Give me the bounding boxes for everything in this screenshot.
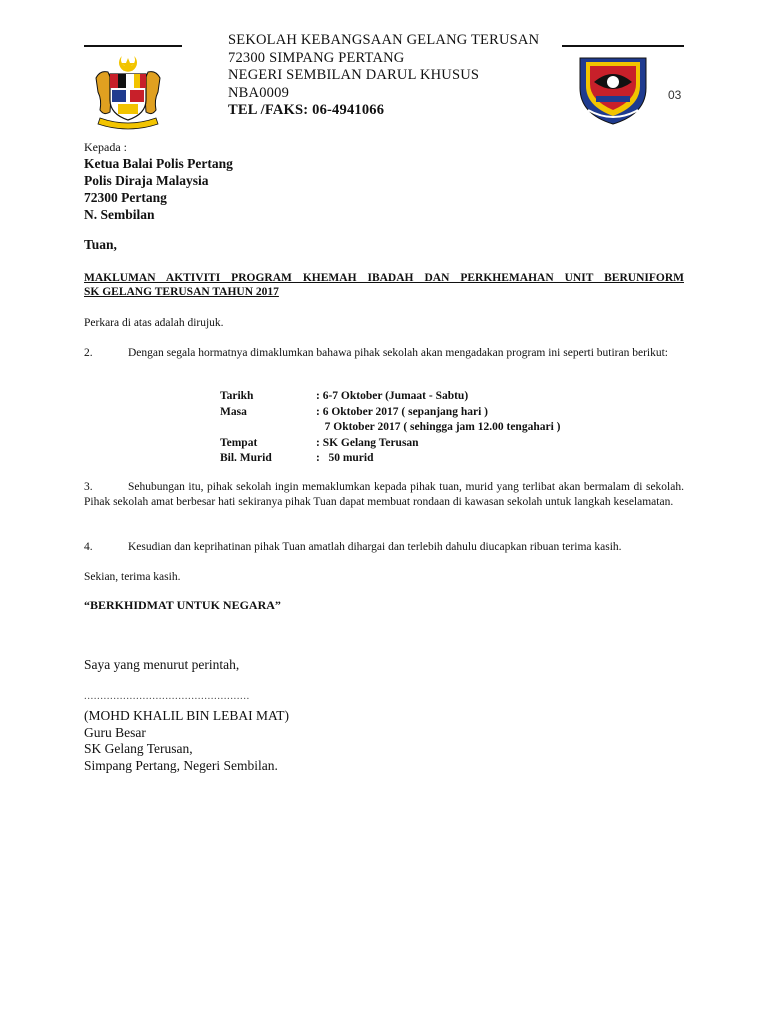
- detail-value: : 6 Oktober 2017 ( sepanjang hari ): [316, 405, 488, 418]
- detail-row: [220, 451, 560, 467]
- signatory-block: [84, 708, 289, 774]
- school-phone-fax: TEL /FAKS: 06-4941066: [228, 102, 385, 118]
- greeting: Tuan,: [84, 237, 117, 252]
- detail-row: [220, 420, 560, 436]
- detail-value: 7 Oktober 2017 ( sehingga jam 12.00 tengahari ): [316, 421, 561, 433]
- sign-off: Saya yang menurut perintah,: [84, 657, 240, 672]
- subject-line-1: MAKLUMAN AKTIVITI PROGRAM KHEMAH IBADAH DAN PERKHEMAHAN UNIT BERUNIFORM: [84, 272, 684, 284]
- header-rule-right: [562, 45, 684, 47]
- signatory-title: Guru Besar: [84, 724, 146, 740]
- closing-short: Sekian, terima kasih.: [84, 571, 181, 583]
- detail-label: Tarikh: [220, 390, 254, 402]
- paragraph-3: [84, 480, 684, 510]
- detail-row: [220, 405, 560, 421]
- school-code: NBA0009: [228, 84, 290, 101]
- subject-line-2: SK GELANG TERUSAN TAHUN 2017: [84, 286, 279, 298]
- recipient-block: [84, 140, 233, 223]
- detail-label: [220, 420, 316, 436]
- school-state: NEGERI SEMBILAN DARUL KHUSUS: [228, 67, 480, 83]
- detail-row: [220, 436, 560, 452]
- page-number: 03: [668, 88, 682, 102]
- school-postcode-town: 72300 SIMPANG PERTANG: [228, 49, 405, 66]
- recipient-line: Polis Diraja Malaysia: [84, 173, 209, 188]
- paragraph-2-number: 2.: [84, 347, 93, 359]
- program-details: [220, 389, 560, 467]
- school-badge-icon: [574, 52, 652, 126]
- paragraph-4-number: 4.: [84, 541, 93, 553]
- recipient-line: 72300 Pertang: [84, 190, 167, 205]
- detail-value: : SK Gelang Terusan: [316, 436, 419, 449]
- signatory-name: (MOHD KHALIL BIN LEBAI MAT): [84, 708, 289, 723]
- detail-value: : 50 murid: [316, 452, 374, 464]
- signature-line: ...................................................: [84, 690, 250, 702]
- recipient-label: Kepada :: [84, 140, 127, 154]
- paragraph-3-number: 3.: [84, 481, 93, 493]
- header-rule-left: [84, 45, 182, 47]
- recipient-line: N. Sembilan: [84, 207, 155, 222]
- signatory-location: Simpang Pertang, Negeri Sembilan.: [84, 757, 278, 773]
- paragraph-2-text: Dengan segala hormatnya dimaklumkan bahawa pihak sekolah akan mengadakan program ini seperti butiran berikut:: [128, 347, 669, 359]
- detail-row: [220, 389, 560, 405]
- paragraph-2: [84, 346, 684, 361]
- malaysia-coat-of-arms-icon: [92, 52, 164, 130]
- recipient-line: Ketua Balai Polis Pertang: [84, 156, 233, 171]
- letter-subject: [84, 271, 684, 299]
- paragraph-4-text: Kesudian dan keprihatinan pihak Tuan amatlah dihargai dan terlebih dahulu diucapkan ribuan terima kasih.: [128, 541, 622, 553]
- paragraph-3-text: Sehubungan itu, pihak sekolah ingin memaklumkan kepada pihak tuan, murid yang terlibat akan bermalam di sekolah. Pihak sekolah amat berbesar hati sekiranya pihak Tuan dapat membuat rondaan di kawasan sekolah untuk langkah keselamatan.: [84, 481, 684, 508]
- detail-label: Bil. Murid: [220, 452, 272, 464]
- detail-label: Tempat: [220, 436, 258, 449]
- paragraph-4: [84, 540, 684, 555]
- signatory-school: SK Gelang Terusan,: [84, 741, 193, 756]
- school-name: SEKOLAH KEBANGSAAN GELANG TERUSAN: [228, 32, 540, 48]
- school-letterhead: [228, 32, 539, 120]
- detail-value: : 6-7 Oktober (Jumaat - Sabtu): [316, 390, 469, 402]
- detail-label: Masa: [220, 405, 247, 418]
- motto: “BERKHIDMAT UNTUK NEGARA”: [84, 598, 281, 612]
- paragraph-1: Perkara di atas adalah dirujuk.: [84, 317, 224, 329]
